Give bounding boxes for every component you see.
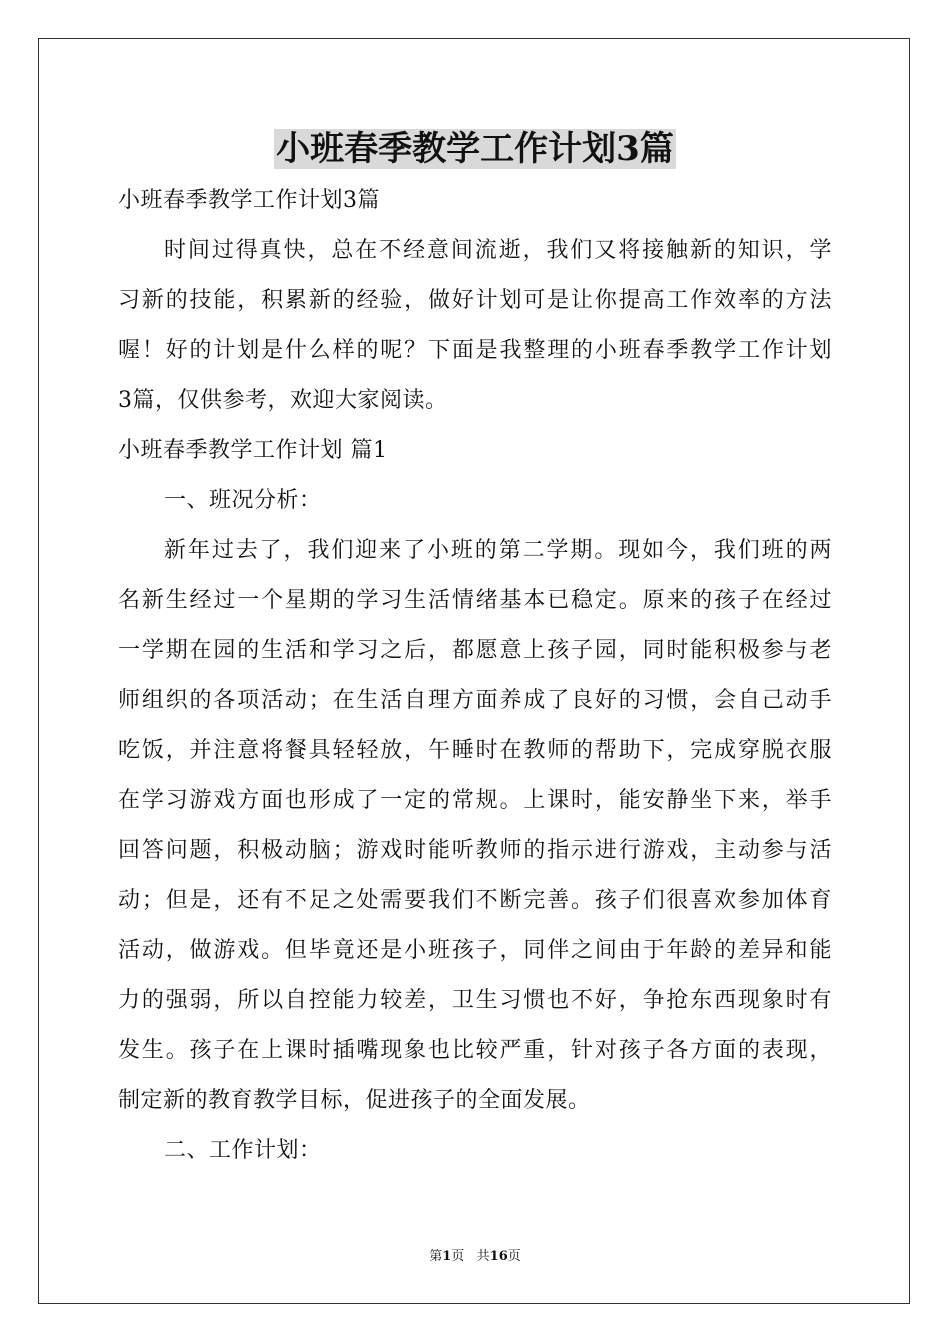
intro-line: 喔！好的计划是什么样的呢？下面是我整理的小班春季教学工作计划 — [118, 338, 832, 363]
subtitle-line: 小班春季教学工作计划3篇 — [118, 188, 380, 213]
analysis-line: 一学期在园的生活和学习之后，都愿意上孩子园，同时能积极参与老 — [118, 638, 832, 663]
document-title-text: 小班春季教学工作计划3篇 — [276, 129, 674, 169]
intro-line: 3篇，仅供参考，欢迎大家阅读。 — [118, 388, 448, 413]
analysis-line: 名新生经过一个星期的学习生活情绪基本已稳定。原来的孩子在经过 — [118, 588, 832, 613]
analysis-line: 制定新的教育教学目标，促进孩子的全面发展。 — [118, 1088, 591, 1113]
analysis-line: 回答问题，积极动脑；游戏时能听教师的指示进行游戏，主动参与活 — [118, 838, 832, 863]
page-footer — [0, 1248, 950, 1266]
section-heading: 一、班况分析： — [164, 488, 322, 513]
analysis-line: 新年过去了，我们迎来了小班的第二学期。现如今，我们班的两 — [164, 538, 832, 563]
intro-line: 时间过得真快，总在不经意间流逝，我们又将接触新的知识，学 — [164, 238, 832, 263]
footer-prefix: 第 — [429, 1249, 443, 1264]
document-title — [0, 126, 950, 172]
intro-line: 习新的技能，积累新的经验，做好计划可是让你提高工作效率的方法 — [118, 288, 832, 313]
analysis-line: 在学习游戏方面也形成了一定的常规。上课时，能安静坐下来，举手 — [118, 788, 832, 813]
footer-page-number: 1 — [442, 1249, 452, 1264]
analysis-line: 吃饭，并注意将餐具轻轻放，午睡时在教师的帮助下，完成穿脱衣服 — [118, 738, 832, 763]
footer-total-pages: 16 — [489, 1249, 508, 1264]
analysis-line: 活动，做游戏。但毕竟还是小班孩子，同伴之间由于年龄的差异和能 — [118, 938, 832, 963]
analysis-line: 力的强弱，所以自控能力较差，卫生习惯也不好，争抢东西现象时有 — [118, 988, 832, 1013]
footer-suffix: 页 — [507, 1249, 521, 1264]
analysis-line: 动；但是，还有不足之处需要我们不断完善。孩子们很喜欢参加体育 — [118, 888, 832, 913]
section-heading: 二、工作计划： — [164, 1138, 322, 1163]
footer-mid: 页 共 — [451, 1249, 490, 1264]
analysis-line: 师组织的各项活动；在生活自理方面养成了良好的习惯，会自己动手 — [118, 688, 832, 713]
section-title: 小班春季教学工作计划 篇1 — [118, 438, 388, 463]
analysis-line: 发生。孩子在上课时插嘴现象也比较严重，针对孩子各方面的表现， — [118, 1038, 832, 1063]
